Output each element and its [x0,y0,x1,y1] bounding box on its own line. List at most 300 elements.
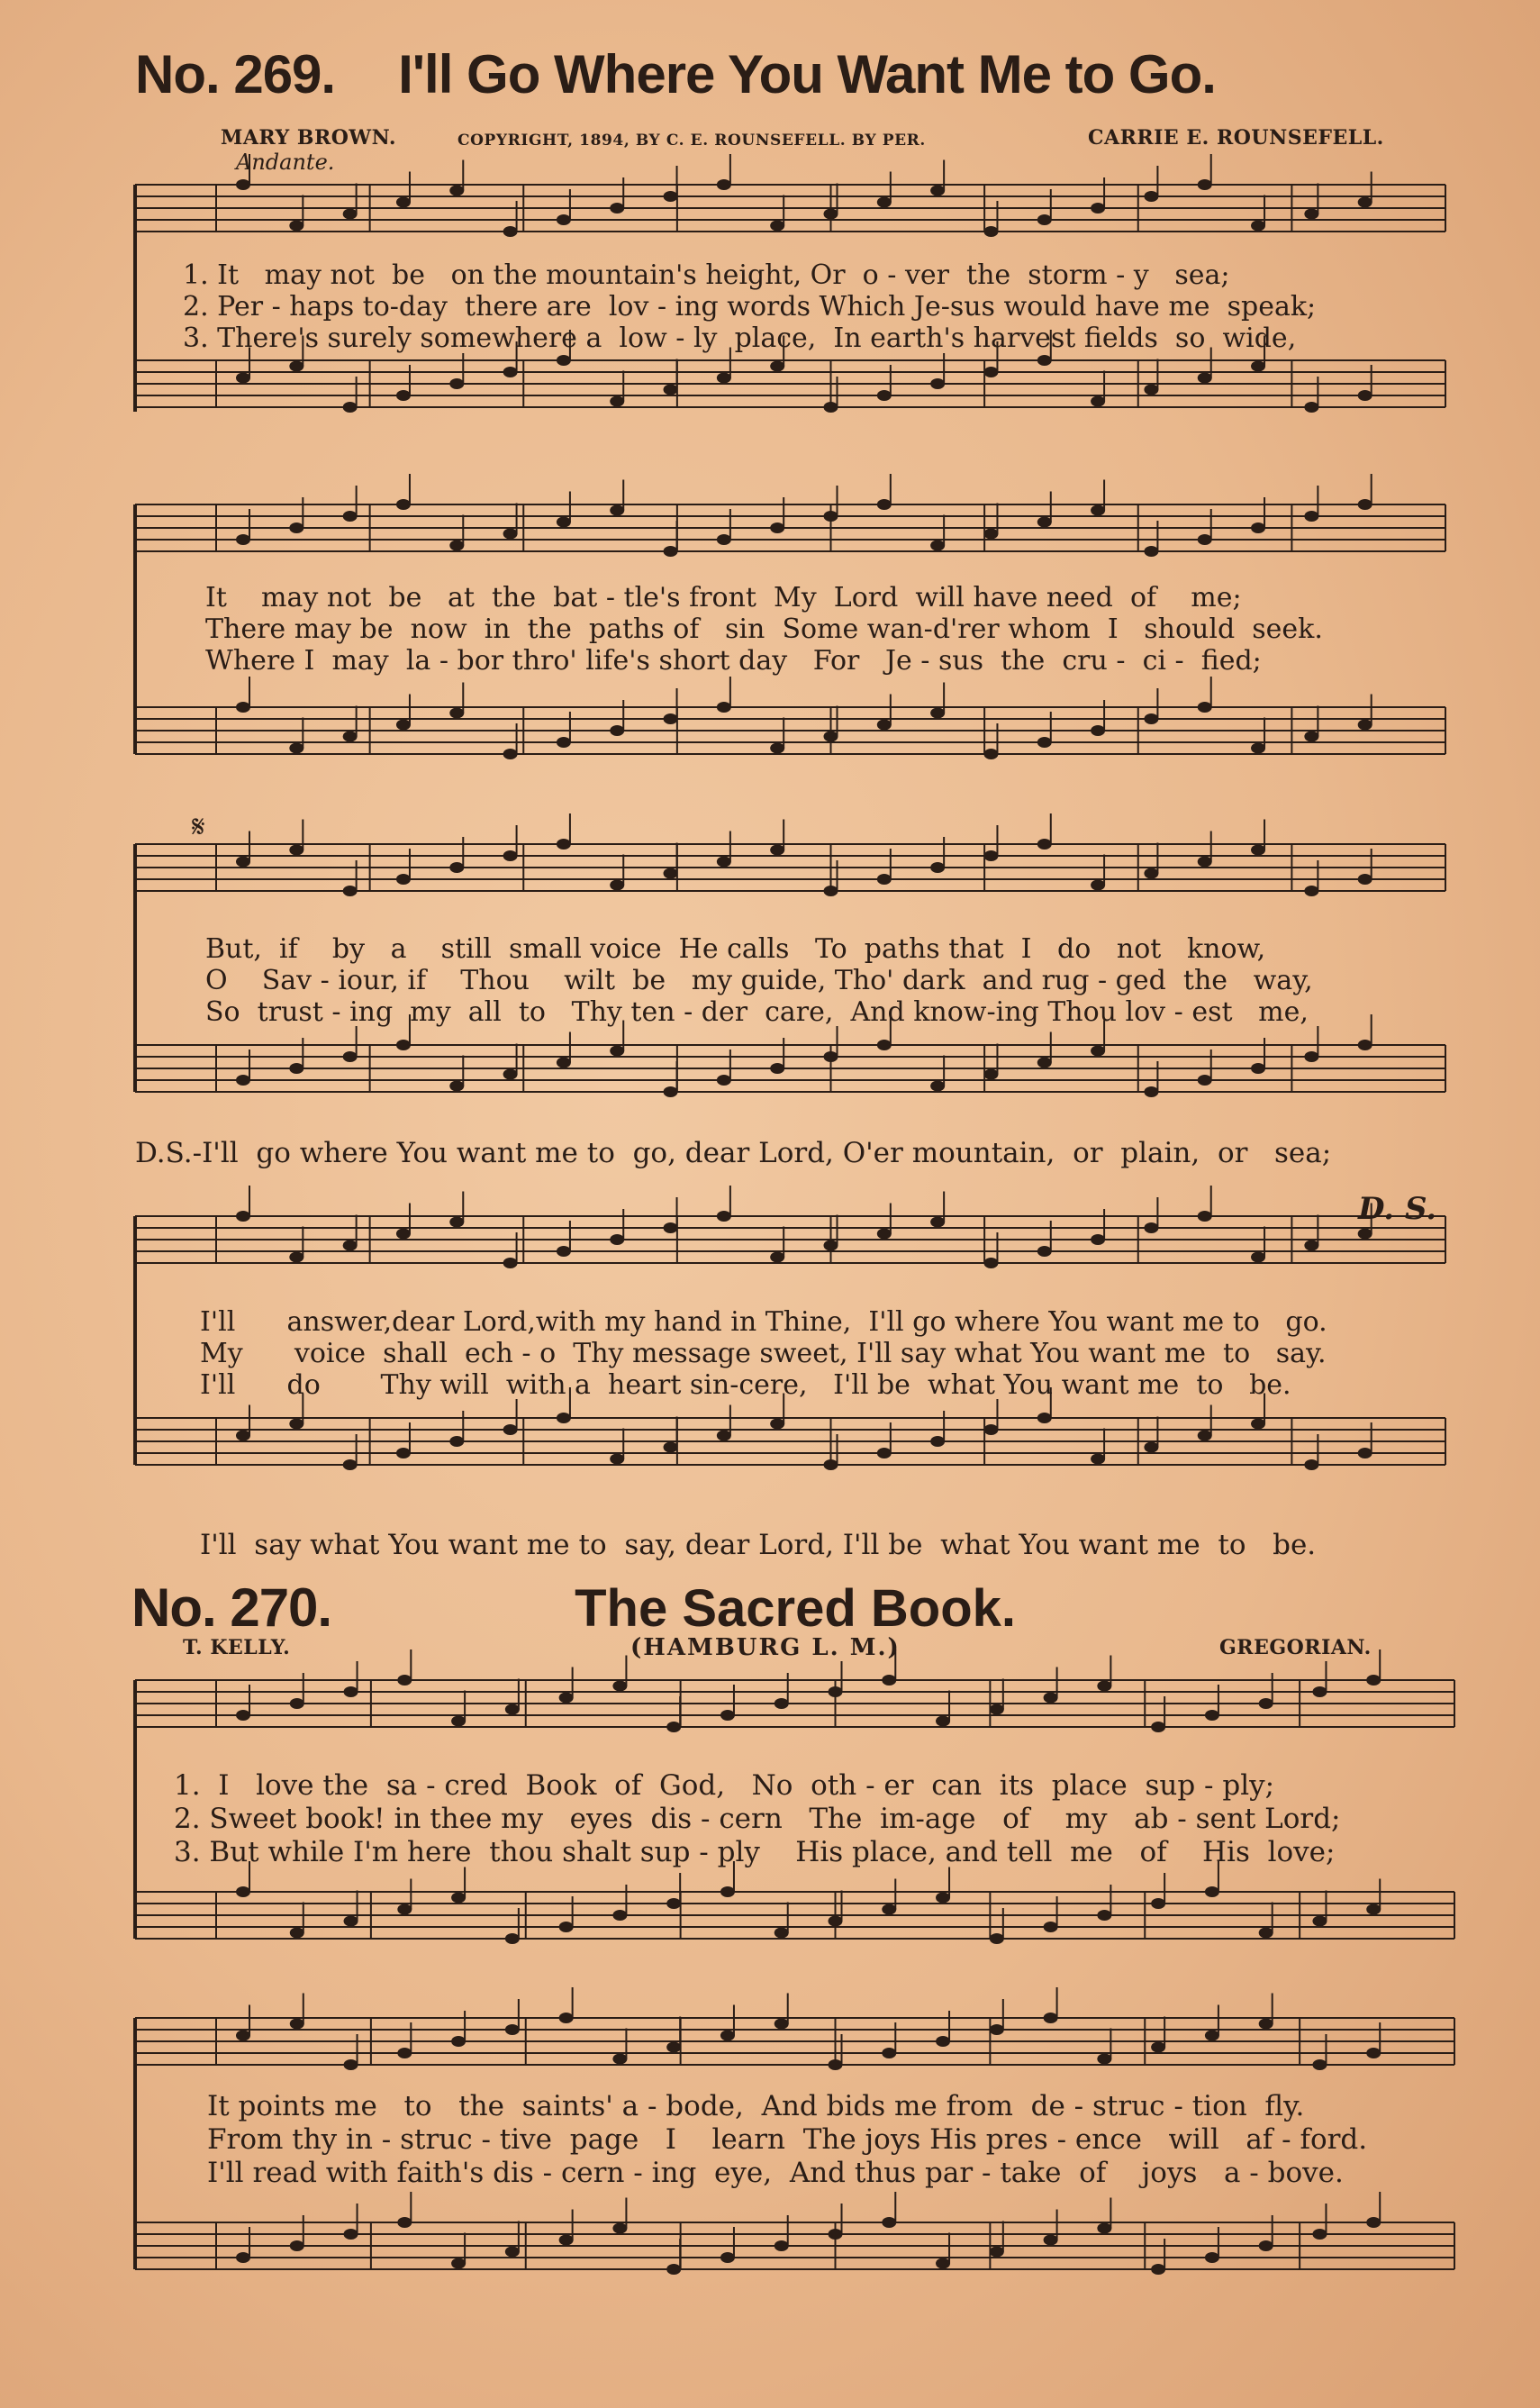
notehead [824,886,838,896]
notehead [1251,845,1265,856]
notehead [1151,2264,1165,2275]
notehead [770,221,784,232]
hymn-270-composer: GREGORIAN. [1219,1636,1372,1659]
notehead [983,1069,998,1080]
notehead [824,209,838,220]
hymn-269-system4-lyrics [200,1306,1327,1401]
notehead [449,541,464,551]
notehead [770,743,784,754]
notehead [717,1431,731,1441]
notehead [290,2240,304,2251]
notehead [770,522,784,533]
notehead [1091,880,1105,891]
notehead [1251,522,1265,533]
lyric-line: O Sav - iour, if Thou wilt be my guide, Tho' dark and rug - ged the way, [205,965,1313,996]
notehead [936,2036,950,2047]
hymn-269-number: No. 269. [135,44,336,104]
notehead [1358,499,1372,510]
lyric-line: So trust - ing my all to Thy ten - der care, And know-ing Thou lov - est me, [205,996,1309,1028]
notehead [990,2024,1004,2035]
notehead [936,1716,950,1727]
notehead [610,880,624,891]
notehead [824,1240,838,1251]
hymn-270-header [131,1577,1464,1639]
notehead [1358,1040,1372,1050]
notehead [612,2223,627,2234]
notehead [1358,1229,1372,1240]
notehead [1366,2048,1381,2058]
notehead [1044,1922,1058,1932]
notehead [877,1040,892,1050]
notehead [717,857,731,868]
notehead [343,209,358,220]
notehead [666,1898,681,1909]
notehead [877,197,892,208]
notehead [1144,1222,1158,1233]
notehead [930,1217,945,1228]
notehead [503,1424,518,1435]
notehead [882,2217,896,2228]
notehead [930,708,945,719]
hymn-269-copyright: COPYRIGHT, 1894, BY C. E. ROUNSEFELL. BY PER. [457,132,926,150]
notehead [1205,2252,1219,2263]
notehead [717,534,731,545]
notehead [1366,2217,1381,2228]
notehead [1366,1675,1381,1686]
notehead [1044,2013,1058,2023]
notehead [877,1448,892,1458]
notehead [1198,179,1212,190]
notehead [397,2217,412,2228]
notehead [1037,1246,1052,1257]
notehead [559,1922,574,1932]
notehead [1144,1442,1158,1453]
notehead [717,179,731,190]
notehead [770,1063,784,1074]
lyric-line: 2. Sweet book! in thee my eyes dis - cern The im-age of my ab - sent Lord; [174,1803,1341,1835]
notehead [610,1046,624,1057]
notehead [1144,868,1158,879]
notehead [557,214,571,225]
notehead [343,1051,358,1062]
notehead [770,1252,784,1263]
notehead [557,839,571,850]
hymn-269-system2-lyrics [205,582,1323,677]
notehead [983,749,998,759]
notehead [236,1710,250,1721]
notehead [983,1424,998,1435]
notehead [1259,2019,1273,2030]
notehead [344,2059,358,2070]
notehead [664,191,678,202]
notehead [1037,839,1052,850]
notehead [343,511,358,522]
hymn-269-system3-lyrics [205,933,1313,1028]
notehead [396,390,411,401]
notehead [397,2048,412,2058]
notehead [290,2019,304,2030]
notehead [990,1704,1004,1715]
notehead [559,2013,574,2023]
notehead [1144,385,1158,395]
notehead [557,517,571,528]
notehead [1304,209,1318,220]
notehead [289,743,303,754]
notehead [557,1246,571,1257]
notehead [882,2048,896,2058]
notehead [1198,1211,1212,1222]
notehead [1037,214,1052,225]
hymn-269-ds-line: D.S.-I'll go where You want me to go, dear Lord, O'er mountain, or plain, or sea; [135,1137,1332,1169]
hymn-270-tune: (HAMBURG L. M.) [630,1634,901,1661]
notehead [666,2264,681,2275]
notehead [983,850,998,861]
notehead [289,845,303,856]
notehead [289,1063,303,1074]
notehead [936,2258,950,2269]
notehead [717,1075,731,1086]
notehead [1044,2235,1058,2246]
notehead [1144,546,1158,557]
notehead [612,1910,627,1921]
notehead [1259,2240,1273,2251]
lyric-line: 3. There's surely somewhere a low - ly place, In earth's harvest fields so wide, [183,323,1297,354]
notehead [1097,2054,1111,2065]
notehead [1091,505,1105,516]
notehead [1144,1086,1158,1097]
notehead [396,1229,411,1240]
hymn-270-system1-lyrics [174,1769,1341,1869]
notehead [343,402,358,413]
notehead [1251,221,1265,232]
notehead [990,1933,1004,1944]
notehead [717,702,731,713]
notehead [610,1454,624,1465]
notehead [396,499,411,510]
notehead [236,373,250,384]
notehead [877,1229,892,1240]
notehead [720,2031,735,2041]
notehead [1304,1051,1318,1062]
notehead [770,1419,784,1430]
notehead [559,1693,574,1704]
notehead [930,378,945,389]
notehead [449,1436,464,1447]
notehead [1151,2042,1165,2053]
notehead [1091,203,1105,214]
notehead [396,720,411,731]
notehead [449,186,464,196]
notehead [882,1675,896,1686]
notehead [930,186,945,196]
notehead [236,2252,250,2263]
notehead [449,1081,464,1092]
notehead [505,1704,520,1715]
notehead [557,737,571,748]
notehead [343,886,358,896]
notehead [1366,1904,1381,1915]
notehead [664,1442,678,1453]
notehead [610,505,624,516]
lyric-line: I'll answer,dear Lord,with my hand in Thine, I'll go where You want me to go. [200,1306,1327,1338]
notehead [503,367,518,377]
notehead [877,499,892,510]
notehead [451,1893,466,1904]
notehead [449,862,464,873]
notehead [236,1075,250,1086]
ds-mark: D. S. [1358,1191,1437,1227]
notehead [1151,1898,1165,1909]
notehead [930,541,945,551]
notehead [1312,2229,1327,2240]
notehead [1251,743,1265,754]
notehead [1091,396,1105,407]
notehead [1304,886,1318,896]
notehead [1205,1710,1219,1721]
notehead [557,355,571,366]
notehead [612,2054,627,2065]
notehead [610,203,624,214]
notehead [1251,1252,1265,1263]
notehead [664,713,678,724]
lyric-line: But, if by a still small voice He calls To paths that I do not know, [205,933,1266,965]
notehead [451,2258,466,2269]
notehead [882,1904,896,1915]
notehead [770,845,784,856]
hymn-269-composer: CARRIE E. ROUNSEFELL. [1088,126,1384,150]
notehead [1091,1046,1105,1057]
notehead [396,197,411,208]
notehead [775,1698,789,1709]
notehead [1198,1075,1212,1086]
notehead [824,1459,838,1470]
notehead [1198,1431,1212,1441]
notehead [344,1916,358,1927]
notehead [344,2229,358,2240]
hymn-269-chorus-bass-line: I'll say what You want me to say, dear Lord, I'll be what You want me to be. [200,1529,1317,1561]
lyric-line: I'll read with faith's dis - cern - ing eye, And thus par - take of joys a - bove. [207,2157,1344,2189]
hymn-270-system2-lyrics [207,2090,1367,2190]
notehead [1304,1240,1318,1251]
notehead [610,725,624,736]
notehead [829,2059,843,2070]
notehead [610,1234,624,1245]
lyric-line: From thy in - struc - tive page I learn The joys His pres - ence will af - ford. [207,2123,1368,2156]
notehead [557,1058,571,1068]
notehead [1205,2031,1219,2041]
lyric-line: 1. It may not be on the mountain's height, Or o - ver the storm - y sea; [183,259,1230,291]
notehead [343,1240,358,1251]
notehead [505,1933,520,1944]
notehead [449,378,464,389]
notehead [775,1928,789,1939]
notehead [397,1675,412,1686]
hymn-270-author: T. KELLY. [183,1636,291,1659]
notehead [1097,1681,1111,1692]
notehead [824,1051,838,1062]
notehead [289,221,303,232]
notehead [936,1893,950,1904]
notehead [1259,1928,1273,1939]
hymn-269-author: MARY BROWN. [221,126,397,150]
segno-sign: 𝄋 [192,809,205,845]
notehead [930,1081,945,1092]
notehead [397,1904,412,1915]
notehead [1259,1698,1273,1709]
lyric-line: Where I may la - bor thro' life's short day For Je - sus the cru - ci - fied; [205,645,1262,677]
notehead [983,226,998,237]
notehead [236,179,250,190]
lyric-line: 2. Per - haps to-day there are lov - ing words Which Je-sus would have me speak; [183,291,1317,323]
notehead [236,702,250,713]
notehead [503,1258,518,1268]
notehead [1251,361,1265,372]
lyric-line: I'll do Thy will with a heart sin-cere, I'll be what You want me to be. [200,1369,1291,1401]
notehead [396,874,411,885]
notehead [1037,355,1052,366]
notehead [236,1886,250,1897]
notehead [451,1716,466,1727]
lyric-line: It points me to the saints' a - bode, And bids me from de - struc - tion fly. [207,2090,1305,2122]
notehead [1198,373,1212,384]
notehead [1358,874,1372,885]
notehead [664,546,678,557]
notehead [559,2235,574,2246]
notehead [1251,1063,1265,1074]
notehead [775,2019,789,2030]
notehead [877,874,892,885]
notehead [503,529,518,540]
notehead [503,850,518,861]
notehead [449,1217,464,1228]
notehead [503,1069,518,1080]
notehead [824,731,838,742]
notehead [290,1928,304,1939]
notehead [1091,1454,1105,1465]
notehead [290,1698,304,1709]
notehead [775,2240,789,2251]
notehead [1304,1459,1318,1470]
hymn-269-title: I'll Go Where You Want Me to Go. [398,44,1216,104]
notehead [1198,702,1212,713]
notehead [612,1681,627,1692]
notehead [236,2031,250,2041]
notehead [770,361,784,372]
notehead [666,2042,681,2053]
notehead [1198,857,1212,868]
notehead [451,2036,466,2047]
notehead [1304,731,1318,742]
notehead [1304,511,1318,522]
notehead [1144,191,1158,202]
notehead [1251,1419,1265,1430]
notehead [930,1436,945,1447]
notehead [1304,402,1318,413]
notehead [503,749,518,759]
notehead [1312,2059,1327,2070]
notehead [289,1252,303,1263]
notehead [396,1040,411,1050]
notehead [664,1086,678,1097]
notehead [343,1459,358,1470]
notehead [1097,1910,1111,1921]
notehead [1037,737,1052,748]
notehead [720,1886,735,1897]
notehead [505,2247,520,2258]
notehead [666,1722,681,1732]
notehead [717,1211,731,1222]
notehead [829,1916,843,1927]
notehead [503,226,518,237]
notehead [1044,1693,1058,1704]
notehead [1358,1448,1372,1458]
lyric-line: It may not be at the bat - tle's front My Lord will have need of me; [205,582,1242,613]
notehead [664,385,678,395]
notehead [1151,1722,1165,1732]
notehead [1144,713,1158,724]
hymn-270-title: The Sacred Book. [575,1579,1017,1638]
notehead [1312,1916,1327,1927]
notehead [236,1211,250,1222]
notehead [236,857,250,868]
notehead [1037,517,1052,528]
notehead [717,373,731,384]
notehead [449,708,464,719]
hymn-269-tempo: Andante. [236,150,335,175]
notehead [289,361,303,372]
notehead [1037,1413,1052,1423]
notehead [829,2229,843,2240]
notehead [1358,720,1372,731]
lyric-line: 3. But while I'm here thou shalt sup - ply His place, and tell me of His love; [174,1836,1336,1868]
notehead [1198,534,1212,545]
lyric-line: There may be now in the paths of sin Some wan-d'rer whom I should seek. [205,613,1323,645]
notehead [610,396,624,407]
lyric-line: My voice shall ech - o Thy message sweet, I'll say what You want me to say. [200,1338,1327,1369]
notehead [664,1222,678,1233]
notehead [664,868,678,879]
notehead [236,534,250,545]
notehead [930,862,945,873]
notehead [877,390,892,401]
notehead [824,511,838,522]
notehead [236,1431,250,1441]
notehead [344,1686,358,1697]
notehead [1205,1886,1219,1897]
hymn-269-header [135,43,1468,105]
notehead [720,1710,735,1721]
hymn-269-system1-lyrics [183,259,1316,354]
notehead [289,522,303,533]
notehead [505,2024,520,2035]
notehead [289,1419,303,1430]
notehead [1037,1058,1052,1068]
notehead [990,2247,1004,2258]
notehead [1312,1686,1327,1697]
notehead [1091,1234,1105,1245]
notehead [720,2252,735,2263]
notehead [396,1448,411,1458]
notehead [1097,2223,1111,2234]
notehead [1358,197,1372,208]
notehead [1091,725,1105,736]
notehead [983,1258,998,1268]
notehead [343,731,358,742]
notehead [1358,390,1372,401]
lyric-line: 1. I love the sa - cred Book of God, No oth - er can its place sup - ply; [174,1769,1275,1802]
notehead [877,720,892,731]
notehead [983,529,998,540]
